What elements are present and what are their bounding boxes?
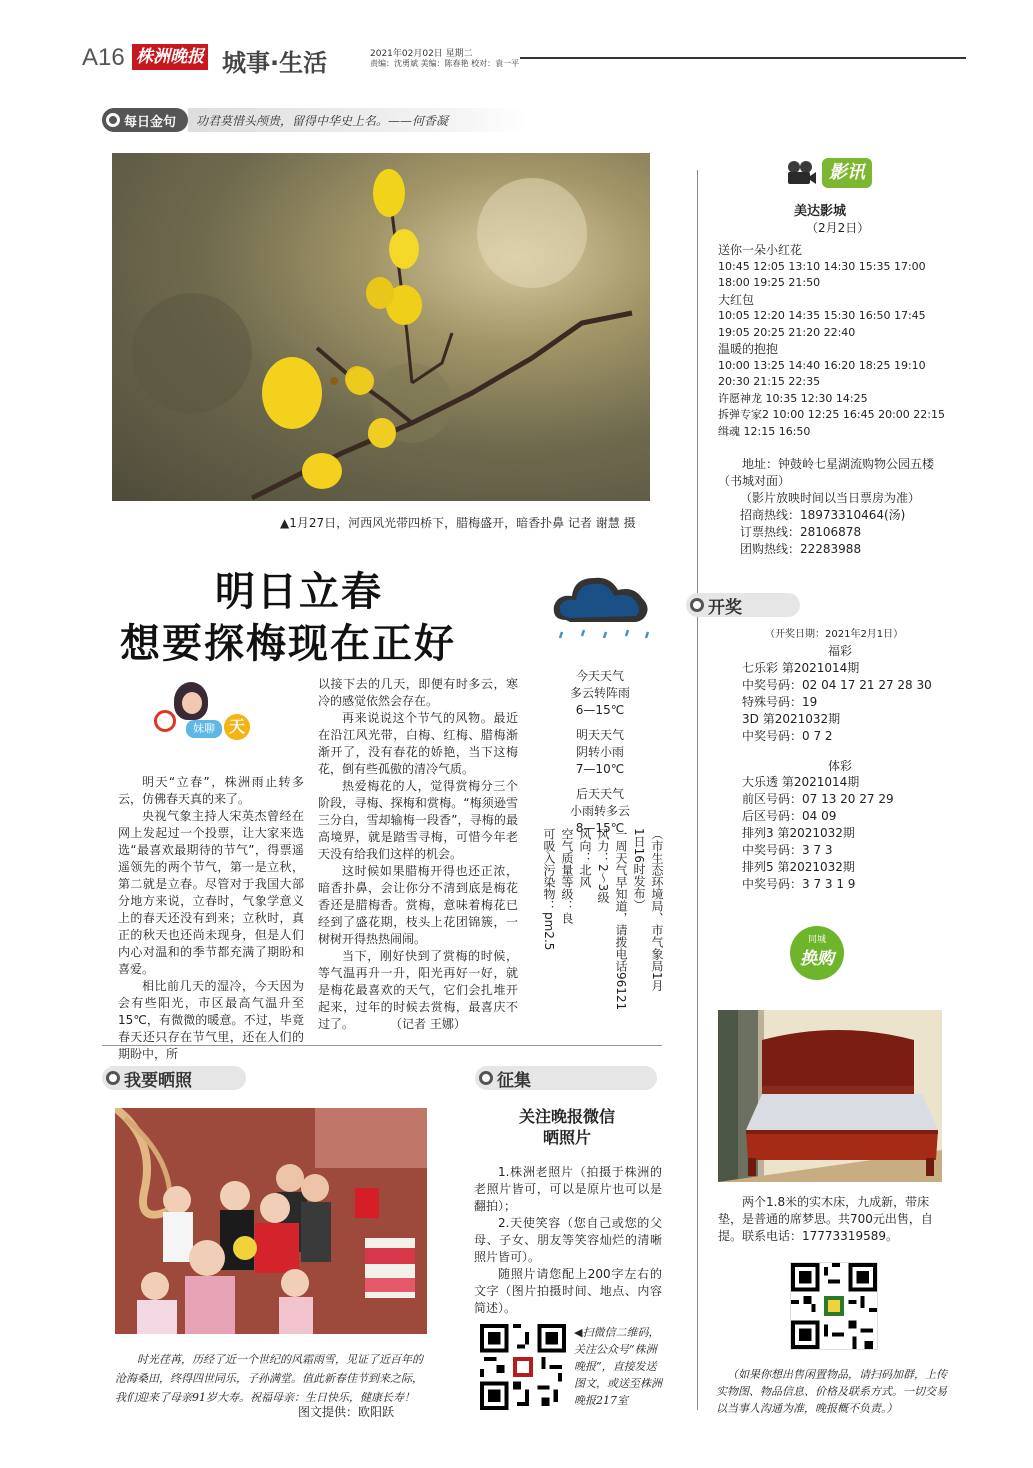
movie-line: 10:45 12:05 13:10 14:30 15:35 17:00 <box>718 259 926 273</box>
bullet-icon <box>690 598 704 612</box>
quote-text: 功君莫惜头颅贵，留得中华史上名。——何香凝 <box>196 114 449 128</box>
collect-item: 随照片请您配上200字左右的文字（图片拍摄时间、地点、内容简述）。 <box>474 1267 662 1315</box>
collect-body <box>474 1164 662 1317</box>
article-paragraph: 这时候如果腊梅开得也还正浓，暗香扑鼻，会让你分不清到底是梅花香还是腊梅香。赏梅，意味着梅花已经到了盛花期，枝头上花团锦簇，一树树开得热热闹闹。 <box>318 864 518 946</box>
lottery-label: 开奖 <box>686 593 800 617</box>
column-logo <box>150 680 260 750</box>
lottery-line: 3D 第2021032期 <box>742 712 841 726</box>
paper-logo: 株洲晚报 <box>132 44 208 70</box>
cinema-note: （影片放映时间以当日票房为准） <box>740 491 921 505</box>
lottery-line: 排列3 第2021032期 <box>742 826 855 840</box>
article-paragraph: 央视气象主持人宋英杰曾经在网上发起过一个投票，让大家来选选“最喜欢最期待的节气”，得票遥遥领先的两个节气，第一是立秋，第二就是立春。尽管对于我国大部分地方来说，立春时，气象学意义上的春天还没有到来；立秋时，真正的秋天也还尚未现身，但是人们内心对温和的季节都充满了期盼和喜爱。 <box>118 809 304 976</box>
collect-label: 征集 <box>475 1066 657 1090</box>
share-photo-label: 我要晒照 <box>102 1066 246 1090</box>
movie-line: 缉魂 12:15 16:50 <box>718 424 811 438</box>
weather-today-desc: 多云转阵雨 <box>569 686 630 700</box>
ticai-heading: 体彩 <box>828 759 853 773</box>
article-paragraph: 以接下去的几天，即便有时多云，寒冷的感觉依然会存在。 <box>318 677 518 708</box>
page-number: A16 <box>82 44 125 71</box>
weather-pollutant: 可吸入污染物：pm2.5 <box>542 828 556 951</box>
sun-icon <box>154 710 176 732</box>
editors-line: 责编：沈勇斌 美编：陈春艳 校对：袁一平 <box>370 59 520 68</box>
weather-after-label: 后天天气 <box>575 787 624 801</box>
column-logo-char: 天 <box>224 714 250 740</box>
column-divider <box>697 170 698 1410</box>
weather-tomorrow-label: 明天天气 <box>575 728 624 742</box>
weather-vertical-info <box>540 828 666 1028</box>
weather-forecast <box>530 668 670 837</box>
photo-caption: ▲1月27日，河西风光带四桥下，腊梅盛开，暗香扑鼻 记者 谢慧 摄 <box>280 516 636 530</box>
lottery-line: 排列5 第2021032期 <box>742 860 855 874</box>
cinema-hotline: 订票热线：28106878 <box>740 525 862 539</box>
cinema-contact <box>718 456 958 558</box>
movie-line: 10:00 13:25 14:40 16:20 18:25 19:10 <box>718 358 926 372</box>
movie-line: 温暖的抱抱 <box>718 342 779 356</box>
plum-blossom-photo <box>112 153 650 501</box>
article-column-2 <box>318 676 518 1033</box>
date-line: 2021年02月02日 星期二 <box>370 49 473 59</box>
headline-line2: 想要探梅现在正好 <box>120 621 456 667</box>
weather-today-label: 今天天气 <box>575 669 624 683</box>
lottery-line: 七乐彩 第2021014期 <box>742 661 860 675</box>
weather-wind-force: 风力：2～3级 <box>596 828 610 904</box>
movie-line: 大红包 <box>718 292 755 307</box>
column-logo-small: 妹聊 <box>186 720 222 738</box>
weather-after-temp: 8—15℃ <box>575 821 625 835</box>
swap-text: 两个1.8米的实木床，九成新，带床垫，是普通的席梦思。共700元出售，自提。联系电话：17773319589。 <box>718 1195 933 1243</box>
swap-badge-small: 同城 <box>807 935 826 945</box>
lottery-line: 前区号码：07 13 20 27 29 <box>742 792 894 806</box>
cinema-date: （2月2日） <box>806 221 870 235</box>
weather-issue-time: 1日16时发布） <box>632 828 646 911</box>
movie-line: 18:00 19:25 21:50 <box>718 276 821 289</box>
weather-after-desc: 小雨转多云 <box>569 804 630 818</box>
cinema-hotline: 招商热线：18973310464(汤) <box>740 508 906 522</box>
weather-today-temp: 6—15℃ <box>575 703 625 717</box>
weather-issuer: （市生态环境局、市气象局1月 <box>650 828 664 992</box>
movie-line: 10:05 12:20 14:35 15:30 16:50 17:45 <box>718 309 926 322</box>
weather-air-quality: 空气质量等级：良 <box>560 828 574 924</box>
weather-tomorrow-desc: 阴转小雨 <box>575 745 624 759</box>
film-camera-icon <box>786 160 816 186</box>
movie-badge-label: 影讯 <box>822 158 872 188</box>
cinema-address: 地址：钟鼓岭七星湖流购物公园五楼 <box>742 457 935 471</box>
lottery-line: 中奖号码：3 7 3 1 9 <box>742 877 856 891</box>
collect-qr-note: ◀扫微信二维码，关注公众号“株洲晚报”，直接发送图文，或送至株洲晚报217室 <box>574 1326 662 1407</box>
lottery-line: 后区号码：04 09 <box>742 809 837 823</box>
lottery-line: 大乐透 第2021014期 <box>742 775 860 789</box>
swap-badge <box>790 926 844 980</box>
movie-list <box>718 242 958 440</box>
wechat-qr-code <box>480 1324 566 1410</box>
share-photo-credit: 图文提供：欧阳跃 <box>298 1405 395 1419</box>
section-title: 城事·生活 <box>222 49 328 77</box>
article-column-1 <box>118 774 304 1063</box>
swap-badge-label: 换购 <box>800 949 834 969</box>
family-photo <box>115 1108 427 1334</box>
collect-item: 2.天使笑容（您自己或您的父母、子女、朋友等笑容灿烂的清晰照片皆可）。 <box>474 1216 662 1264</box>
lottery-line: 中奖号码：3 7 3 <box>742 843 833 857</box>
cinema-address-2: （书城对面） <box>718 474 791 488</box>
bullet-icon <box>106 113 120 127</box>
collect-item: 1.株洲老照片（拍摄于株洲的老照片皆可，可以是原片也可以是翻拍）； <box>474 1165 662 1213</box>
movie-line: 拆弹专家2 10:00 12:25 16:45 20:00 22:15 <box>718 408 945 421</box>
cinema-name: 美达影城 <box>794 204 847 219</box>
lottery-date: （开奖日期：2021年2月1日） <box>765 629 904 640</box>
lottery-line: 中奖号码：02 04 17 21 27 28 30 <box>742 678 932 692</box>
lottery-line: 特殊号码：19 <box>742 695 818 709</box>
quote-label: 每日金句 <box>102 108 188 132</box>
article-paragraph: 当下，刚好快到了赏梅的时候，等气温再升一升，阳光再好一好，就是梅花最喜欢的天气，它们会扎堆开起来，过年的时候去赏梅，最喜庆不过了。 （记者 王娜） <box>318 949 518 1031</box>
weather-hotline: 一周天气早知道，请拨电话96121 <box>614 828 628 1011</box>
header-rule <box>520 57 966 59</box>
section-divider <box>102 1045 662 1046</box>
movie-badge <box>786 156 886 190</box>
article-paragraph: 热爱梅花的人，觉得赏梅分三个阶段，寻梅、探梅和赏梅。“梅须逊雪三分白，雪却输梅一段香”，寻梅的最高境界，就是踏雪寻梅，可惜今年老天没有给我们这样的机会。 <box>318 779 518 861</box>
article-paragraph: 相比前几天的湿冷，今天因为会有些阳光，市区最高气温升至15℃，有微微的暖意。不过，毕竟春天还只存在节气里，还在人们的期盼中，所 <box>118 979 304 1061</box>
article-paragraph: 再来说说这个节气的风物。最近在沿江风光带，白梅、红梅、腊梅渐渐开了，没有春花的娇艳，当下这梅花，倒有些孤傲的清冷气质。 <box>318 711 518 776</box>
movie-line: 19:05 20:25 21:20 22:40 <box>718 325 856 339</box>
movie-line: 20:30 21:15 22:35 <box>718 375 821 388</box>
bullet-icon <box>479 1071 493 1085</box>
fucai-heading: 福彩 <box>828 644 853 658</box>
share-photo-text: 时光荏苒，历经了近一个世纪的风霜雨雪，见证了近百年的沧海桑田，终得四世同乐，子孙满堂。值此新春佳节到来之际，我们迎来了母亲91岁大寿。祝福母亲：生日快乐，健康长寿！ <box>115 1353 423 1404</box>
weather-tomorrow-temp: 7—10℃ <box>575 762 625 776</box>
avatar-face <box>182 692 202 714</box>
headline-line1: 明日立春 <box>215 569 383 615</box>
collect-title-1: 关注晚报微信 <box>518 1107 615 1126</box>
fucai-results <box>742 660 962 745</box>
movie-line: 许愿神龙 10:35 12:30 14:25 <box>718 391 868 405</box>
article-paragraph: 明天“立春”，株洲雨止转多云，仿佛春天真的来了。 <box>118 775 304 806</box>
cloud-rain-icon <box>548 568 658 648</box>
swap-qr-code <box>790 1262 878 1350</box>
movie-line: 送你一朵小红花 <box>718 243 803 257</box>
lottery-line: 中奖号码：0 7 2 <box>742 729 833 743</box>
collect-title-2: 晒照片 <box>542 1128 591 1147</box>
ticai-results <box>742 774 962 893</box>
weather-wind-dir: 风向：北风 <box>578 828 592 888</box>
bed-photo <box>718 1010 942 1182</box>
swap-footer: （如果你想出售闲置物品，请扫码加群，上传实物图、物品信息、价格及联系方式。一切交易以当事人沟通为准，晚报概不负责。） <box>716 1368 947 1415</box>
bullet-icon <box>106 1071 120 1085</box>
cinema-hotline: 团购热线：22283988 <box>740 542 862 556</box>
